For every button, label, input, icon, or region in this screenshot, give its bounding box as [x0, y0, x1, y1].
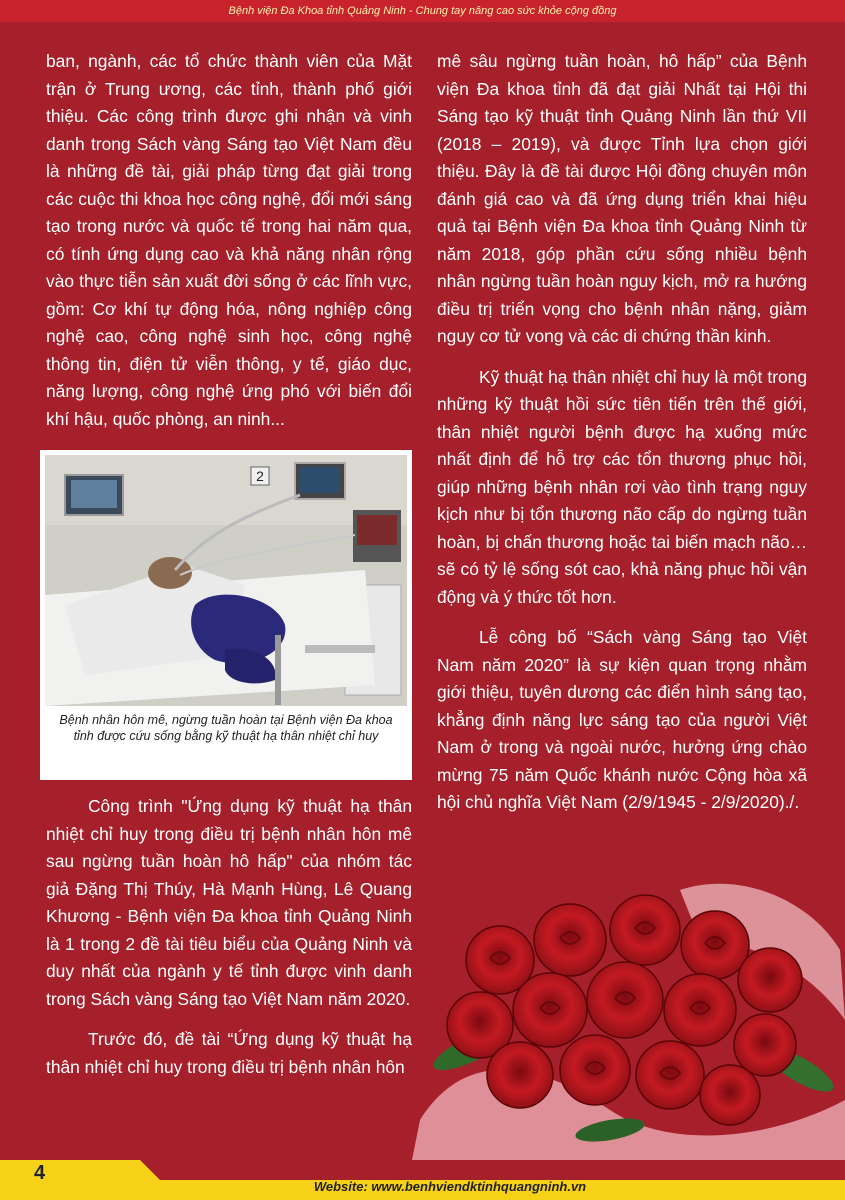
roses-decoration: [410, 870, 845, 1170]
bed-number-label: 2: [256, 468, 264, 484]
right-paragraph-1: mê sâu ngừng tuần hoàn, hô hấp” của Bệnh viện Đa khoa tỉnh đã đạt giải Nhất tại Hội thi Sáng tạo kỹ thuật tỉnh Quảng Ninh lần thứ VII (2018 – 2019), và được Tỉnh lựa chọn giới thiệu. Đây là đề tài được Hội đồng chuyên môn đánh giá cao và đã ứng dụng triển khai hiệu quả tại Bệnh viện Đa khoa tỉnh Quảng Ninh từ năm 2018, góp phần cứu sống nhiều bệnh nhân ngừng tuần hoàn nguy kịch, mở ra hướng điều trị triển vọng cho bệnh nhân nặng, giảm nguy cơ tử vong và các di chứng thần kinh.: [437, 51, 807, 346]
left-paragraph-2: Công trình "Ứng dụng kỹ thuật hạ thân nhiệt chỉ huy trong điều trị bệnh nhân hôn mê sau ngừng tuần hoàn hô hấp" của nhóm tác giả Đặng Thị Thúy, Hà Mạnh Hùng, Lê Quang Khương - Bệnh viện Đa khoa tỉnh Quảng Ninh là 1 trong 2 đề tài tiêu biểu của Quảng Ninh và duy nhất của ngành y tế tỉnh được vinh danh trong Sách vàng Sáng tạo Việt Nam năm 2020.: [46, 796, 412, 1009]
website-url[interactable]: Website: www.benhviendktinhquangninh.vn: [313, 1179, 587, 1194]
right-paragraph-3: Lễ công bố “Sách vàng Sáng tạo Việt Nam năm 2020” là sự kiện quan trọng nhằm giới thiệu, tuyên dương các điển hình sáng tạo, khẳng định năng lực sáng tạo của người Việt Nam ở trong và ngoài nước, hưởng ứng chào mừng 75 năm Quốc khánh nước Cộng hòa xã hội chủ nghĩa Việt Nam (2/9/1945 - 2/9/2020)./.: [437, 627, 807, 812]
left-column-top: [46, 48, 412, 433]
page-number: 4: [34, 1162, 46, 1184]
patient-photo: [45, 455, 407, 706]
figure: [40, 450, 412, 780]
left-column-bottom: [46, 793, 412, 1081]
figure-caption: Bệnh nhân hôn mê, ngừng tuần hoàn tại Bệnh viện Đa khoa tỉnh được cứu sống bằng kỹ thuật hạ thân nhiệt chỉ huy: [59, 713, 393, 743]
left-paragraph-1: ban, ngành, các tổ chức thành viên của Mặt trận ở Trung ương, các tỉnh, thành phố giới thiệu. Các công trình được ghi nhận và vinh danh trong Sách vàng Sáng tạo Việt Nam đều là những đề tài, giải pháp từng đạt giải trong các cuộc thi khoa học công nghệ, đổi mới sáng tạo trong nước và quốc tế trong hai năm qua, có tính ứng dụng cao và khả năng nhân rộng vào thực tiễn sản xuất đời sống ở các lĩnh vực, gồm: Cơ khí tự động hóa, nông nghiệp công nghệ cao, công nghệ sinh học, công nghệ thông tin, điện tử viễn thông, y tế, giáo dục, năng lượng, công nghệ ứng phó với biến đổi khí hậu, quốc phòng, an ninh...: [46, 51, 412, 429]
right-paragraph-2: Kỹ thuật hạ thân nhiệt chỉ huy là một trong những kỹ thuật hồi sức tiên tiến trên thế giới, thân nhiệt người bệnh được hạ xuống mức nhất định để hỗ trợ các tổn thương phục hồi, giúp những bệnh nhân rơi vào tình trạng nguy kịch như bị tổn thương não cấp do ngừng tuần hoàn, bị chấn thương hoặc tai biến mạch não… sẽ có tỷ lệ sống sót cao, khả năng phục hồi vận động và ý thức tốt hơn.: [437, 366, 807, 607]
header-tagline: Bệnh viện Đa Khoa tỉnh Quảng Ninh - Chung tay nâng cao sức khỏe cộng đồng: [0, 0, 845, 22]
right-column: [437, 48, 807, 817]
left-paragraph-3: Trước đó, đề tài “Ứng dụng kỹ thuật hạ thân nhiệt chỉ huy trong điều trị bệnh nhân hôn: [46, 1029, 412, 1077]
